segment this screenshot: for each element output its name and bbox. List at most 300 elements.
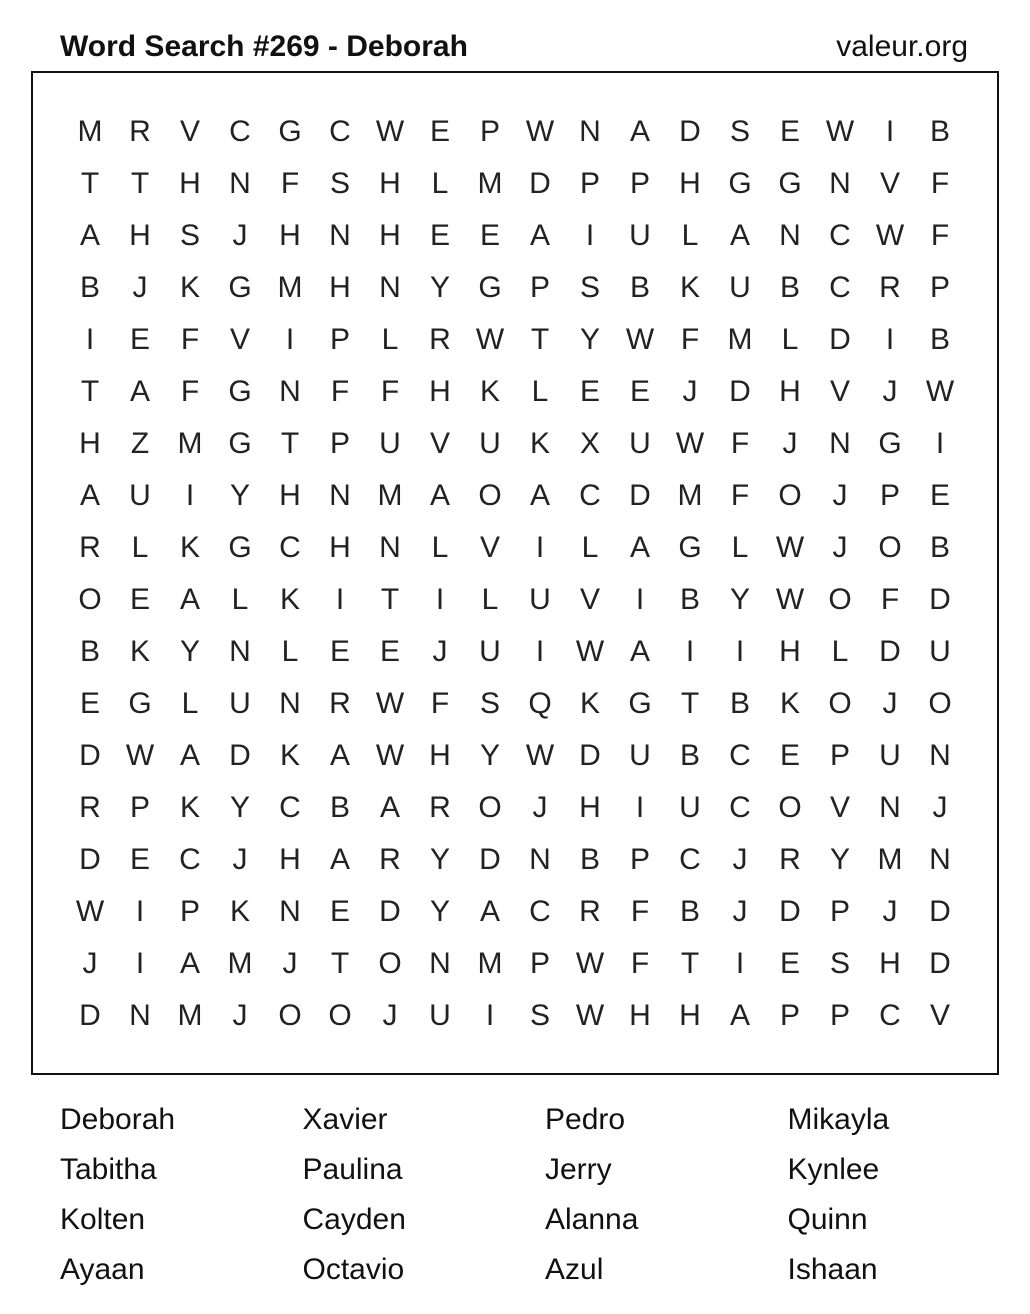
grid-letter: E: [479, 219, 500, 252]
grid-letter: O: [878, 531, 902, 564]
grid-letter: Y: [729, 583, 750, 616]
grid-letter: U: [629, 739, 651, 772]
grid-letter: G: [228, 531, 252, 564]
grid-letter: B: [679, 583, 700, 616]
grid-letter: N: [279, 895, 301, 928]
grid-letter: P: [879, 479, 900, 512]
grid-letter: C: [229, 115, 251, 148]
grid-letter: R: [379, 843, 401, 876]
grid-letter: G: [778, 167, 802, 200]
grid-letter: O: [328, 999, 352, 1032]
grid-letter: U: [929, 635, 951, 668]
grid-letter: I: [135, 895, 145, 928]
grid-letter: A: [529, 479, 550, 512]
grid-letter: T: [330, 947, 350, 980]
grid-letter: J: [882, 375, 898, 408]
grid-letter: H: [179, 167, 201, 200]
grid-letter: N: [579, 115, 601, 148]
letter-grid: [65, 106, 965, 1042]
grid-letter: O: [478, 791, 502, 824]
grid-letter: C: [329, 115, 351, 148]
grid-letter: D: [929, 947, 951, 980]
grid-letter: F: [930, 167, 950, 200]
grid-letter: E: [329, 635, 350, 668]
grid-letter: A: [479, 895, 500, 928]
grid-letter: F: [730, 427, 750, 460]
grid-letter: H: [379, 219, 401, 252]
grid-letter: H: [329, 531, 351, 564]
grid-letter: T: [80, 375, 100, 408]
grid-letter: G: [878, 427, 902, 460]
word-list-item: Azul: [545, 1253, 604, 1286]
grid-letter: U: [529, 583, 551, 616]
grid-letter: T: [80, 167, 100, 200]
grid-letter: W: [375, 739, 405, 772]
grid-letter: C: [879, 999, 901, 1032]
grid-letter: D: [529, 167, 551, 200]
grid-letter: P: [529, 271, 550, 304]
grid-letter: M: [177, 427, 203, 460]
grid-letter: J: [232, 219, 248, 252]
word-list-item: Ishaan: [787, 1253, 878, 1286]
grid-letter: E: [129, 843, 150, 876]
grid-letter: M: [877, 843, 903, 876]
grid-letter: B: [729, 687, 750, 720]
grid-letter: L: [431, 531, 449, 564]
grid-letter: I: [535, 635, 545, 668]
grid-letter: V: [479, 531, 500, 564]
grid-letter: T: [680, 947, 700, 980]
grid-letter: L: [731, 531, 749, 564]
grid-letter: P: [129, 791, 150, 824]
grid-letter: V: [429, 427, 450, 460]
grid-letter: N: [829, 167, 851, 200]
grid-letter: N: [429, 947, 451, 980]
grid-letter: A: [179, 947, 200, 980]
grid-letter: F: [180, 375, 200, 408]
grid-letter: J: [782, 427, 798, 460]
grid-letter: P: [179, 895, 200, 928]
grid-letter: H: [429, 375, 451, 408]
grid-letter: S: [329, 167, 350, 200]
grid-letter: C: [679, 843, 701, 876]
grid-letter: S: [579, 271, 600, 304]
grid-letter: N: [879, 791, 901, 824]
grid-letter: Y: [429, 843, 450, 876]
grid-letter: Y: [429, 895, 450, 928]
grid-letter: O: [478, 479, 502, 512]
grid-letter: F: [930, 219, 950, 252]
word-list-item: Kolten: [60, 1203, 146, 1236]
word-list-item: Alanna: [545, 1203, 639, 1236]
grid-letter: I: [885, 115, 895, 148]
grid-letter: N: [779, 219, 801, 252]
grid-letter: M: [677, 479, 703, 512]
grid-letter: Y: [479, 739, 500, 772]
grid-letter: O: [928, 687, 952, 720]
grid-letter: D: [79, 739, 101, 772]
grid-letter: H: [279, 843, 301, 876]
grid-letter: M: [477, 947, 503, 980]
grid-letter: W: [775, 583, 805, 616]
word-list-item: Deborah: [60, 1103, 176, 1136]
grid-letter: U: [429, 999, 451, 1032]
grid-letter: D: [679, 115, 701, 148]
grid-letter: R: [329, 687, 351, 720]
grid-letter: A: [179, 739, 200, 772]
grid-letter: H: [279, 219, 301, 252]
grid-letter: M: [277, 271, 303, 304]
grid-letter: U: [479, 635, 501, 668]
grid-letter: W: [575, 947, 605, 980]
grid-letter: P: [329, 427, 350, 460]
grid-letter: M: [477, 167, 503, 200]
site-name: valeur.org: [836, 30, 968, 63]
grid-letter: L: [431, 167, 449, 200]
grid-letter: H: [429, 739, 451, 772]
grid-letter: H: [129, 219, 151, 252]
grid-letter: R: [429, 323, 451, 356]
grid-letter: S: [529, 999, 550, 1032]
grid-letter: W: [925, 375, 955, 408]
grid-letter: D: [229, 739, 251, 772]
grid-letter: C: [579, 479, 601, 512]
grid-letter: P: [929, 271, 950, 304]
grid-letter: G: [478, 271, 502, 304]
grid-letter: I: [635, 791, 645, 824]
grid-letter: J: [232, 999, 248, 1032]
grid-letter: D: [729, 375, 751, 408]
grid-letter: B: [629, 271, 650, 304]
grid-letter: H: [79, 427, 101, 460]
grid-letter: I: [485, 999, 495, 1032]
grid-letter: E: [579, 375, 600, 408]
grid-letter: E: [129, 323, 150, 356]
grid-letter: P: [779, 999, 800, 1032]
grid-letter: L: [531, 375, 549, 408]
grid-letter: E: [79, 687, 100, 720]
grid-letter: L: [231, 583, 249, 616]
grid-letter: W: [775, 531, 805, 564]
grid-letter: H: [779, 375, 801, 408]
grid-letter: B: [329, 791, 350, 824]
grid-letter: E: [779, 947, 800, 980]
grid-letter: L: [581, 531, 599, 564]
grid-letter: S: [179, 219, 200, 252]
word-list-item: Octavio: [302, 1253, 405, 1286]
puzzle-grid-frame: [31, 71, 999, 1075]
grid-letter: D: [929, 583, 951, 616]
grid-letter: N: [379, 531, 401, 564]
grid-letter: I: [885, 323, 895, 356]
grid-letter: N: [279, 375, 301, 408]
grid-letter: C: [829, 219, 851, 252]
grid-letter: J: [832, 531, 848, 564]
grid-letter: R: [79, 531, 101, 564]
grid-letter: D: [829, 323, 851, 356]
grid-letter: K: [679, 271, 700, 304]
grid-letter: A: [729, 219, 750, 252]
grid-letter: J: [682, 375, 698, 408]
grid-letter: W: [825, 115, 855, 148]
grid-letter: H: [679, 999, 701, 1032]
grid-letter: A: [79, 479, 100, 512]
grid-letter: N: [929, 843, 951, 876]
grid-letter: B: [79, 271, 100, 304]
grid-letter: L: [681, 219, 699, 252]
grid-letter: U: [129, 479, 151, 512]
grid-letter: J: [732, 843, 748, 876]
grid-letter: J: [132, 271, 148, 304]
grid-letter: V: [829, 791, 850, 824]
grid-letter: K: [279, 583, 300, 616]
grid-letter: B: [929, 531, 950, 564]
grid-letter: J: [932, 791, 948, 824]
grid-letter: J: [282, 947, 298, 980]
grid-letter: E: [129, 583, 150, 616]
grid-letter: U: [379, 427, 401, 460]
grid-letter: O: [828, 687, 852, 720]
grid-letter: R: [429, 791, 451, 824]
grid-letter: F: [630, 895, 650, 928]
grid-letter: F: [430, 687, 450, 720]
grid-letter: U: [629, 427, 651, 460]
grid-letter: N: [929, 739, 951, 772]
grid-letter: G: [728, 167, 752, 200]
grid-letter: J: [882, 895, 898, 928]
grid-letter: R: [879, 271, 901, 304]
grid-letter: S: [479, 687, 500, 720]
grid-letter: N: [529, 843, 551, 876]
word-list-item: Cayden: [302, 1203, 406, 1236]
grid-letter: U: [229, 687, 251, 720]
grid-letter: M: [177, 999, 203, 1032]
grid-letter: L: [281, 635, 299, 668]
grid-letter: R: [779, 843, 801, 876]
grid-letter: F: [630, 947, 650, 980]
grid-letter: L: [481, 583, 499, 616]
grid-letter: L: [381, 323, 399, 356]
grid-letter: V: [829, 375, 850, 408]
word-list-item: Pedro: [545, 1103, 626, 1136]
grid-letter: K: [529, 427, 550, 460]
grid-letter: I: [635, 583, 645, 616]
word-list-item: Xavier: [302, 1103, 388, 1136]
grid-letter: Y: [579, 323, 600, 356]
grid-letter: K: [579, 687, 600, 720]
grid-letter: I: [685, 635, 695, 668]
grid-letter: T: [680, 687, 700, 720]
grid-letter: L: [181, 687, 199, 720]
grid-letter: F: [280, 167, 300, 200]
grid-letter: J: [882, 687, 898, 720]
grid-letter: G: [228, 375, 252, 408]
grid-letter: R: [579, 895, 601, 928]
word-list-item: Mikayla: [787, 1103, 890, 1136]
grid-letter: B: [929, 115, 950, 148]
grid-letter: L: [781, 323, 799, 356]
grid-letter: K: [229, 895, 250, 928]
grid-letter: Y: [429, 271, 450, 304]
grid-letter: W: [575, 635, 605, 668]
grid-letter: N: [229, 167, 251, 200]
grid-letter: K: [779, 687, 800, 720]
grid-letter: I: [185, 479, 195, 512]
grid-letter: C: [729, 739, 751, 772]
grid-letter: A: [79, 219, 100, 252]
grid-letter: O: [828, 583, 852, 616]
grid-letter: P: [829, 739, 850, 772]
grid-letter: N: [229, 635, 251, 668]
grid-letter: I: [135, 947, 145, 980]
grid-letter: P: [579, 167, 600, 200]
grid-letter: J: [82, 947, 98, 980]
grid-letter: A: [329, 739, 350, 772]
grid-letter: E: [929, 479, 950, 512]
grid-letter: K: [279, 739, 300, 772]
grid-letter: C: [529, 895, 551, 928]
grid-letter: W: [875, 219, 905, 252]
grid-letter: Z: [130, 427, 150, 460]
grid-letter: W: [575, 999, 605, 1032]
grid-letter: T: [530, 323, 550, 356]
grid-letter: W: [375, 115, 405, 148]
word-list-item: Quinn: [787, 1203, 868, 1236]
grid-letter: I: [85, 323, 95, 356]
grid-letter: G: [228, 271, 252, 304]
grid-letter: A: [629, 635, 650, 668]
grid-letter: W: [675, 427, 705, 460]
grid-letter: B: [679, 739, 700, 772]
grid-letter: V: [179, 115, 200, 148]
grid-letter: J: [432, 635, 448, 668]
grid-letter: O: [278, 999, 302, 1032]
grid-letter: D: [79, 843, 101, 876]
grid-letter: I: [585, 219, 595, 252]
grid-letter: P: [329, 323, 350, 356]
grid-letter: E: [629, 375, 650, 408]
grid-letter: V: [879, 167, 900, 200]
grid-letter: K: [179, 271, 200, 304]
grid-letter: C: [729, 791, 751, 824]
grid-letter: P: [829, 999, 850, 1032]
grid-letter: Y: [229, 791, 250, 824]
grid-letter: U: [879, 739, 901, 772]
grid-letter: H: [379, 167, 401, 200]
grid-letter: L: [131, 531, 149, 564]
grid-letter: S: [829, 947, 850, 980]
grid-letter: E: [429, 219, 450, 252]
grid-letter: C: [279, 791, 301, 824]
grid-letter: U: [729, 271, 751, 304]
grid-letter: E: [779, 115, 800, 148]
grid-letter: T: [280, 427, 300, 460]
grid-letter: A: [629, 115, 650, 148]
grid-letter: D: [779, 895, 801, 928]
grid-letter: U: [679, 791, 701, 824]
grid-letter: W: [75, 895, 105, 928]
grid-letter: P: [529, 947, 550, 980]
grid-letter: A: [329, 843, 350, 876]
grid-letter: A: [629, 531, 650, 564]
grid-letter: N: [379, 271, 401, 304]
grid-letter: J: [732, 895, 748, 928]
grid-letter: O: [778, 791, 802, 824]
grid-letter: N: [329, 219, 351, 252]
grid-letter: G: [278, 115, 302, 148]
grid-letter: D: [929, 895, 951, 928]
word-list-item: Jerry: [545, 1153, 612, 1186]
grid-letter: Y: [229, 479, 250, 512]
grid-letter: P: [829, 895, 850, 928]
word-list-item: Ayaan: [60, 1253, 145, 1286]
grid-letter: V: [929, 999, 950, 1032]
grid-letter: Y: [829, 843, 850, 876]
grid-letter: A: [429, 479, 450, 512]
grid-letter: Q: [528, 687, 552, 720]
grid-letter: M: [77, 115, 103, 148]
grid-letter: I: [435, 583, 445, 616]
grid-letter: I: [735, 635, 745, 668]
grid-letter: E: [329, 895, 350, 928]
grid-letter: A: [729, 999, 750, 1032]
grid-letter: B: [579, 843, 600, 876]
grid-letter: W: [125, 739, 155, 772]
word-list-item: Paulina: [302, 1153, 403, 1186]
grid-letter: C: [829, 271, 851, 304]
grid-letter: U: [629, 219, 651, 252]
grid-letter: I: [535, 531, 545, 564]
grid-letter: M: [727, 323, 753, 356]
grid-letter: R: [129, 115, 151, 148]
grid-letter: A: [379, 791, 400, 824]
grid-letter: P: [629, 167, 650, 200]
grid-letter: C: [179, 843, 201, 876]
grid-letter: A: [529, 219, 550, 252]
grid-letter: F: [730, 479, 750, 512]
grid-letter: D: [379, 895, 401, 928]
grid-letter: J: [532, 791, 548, 824]
grid-letter: D: [879, 635, 901, 668]
grid-letter: H: [579, 791, 601, 824]
grid-letter: K: [179, 531, 200, 564]
grid-letter: G: [128, 687, 152, 720]
word-list: [60, 1095, 1020, 1295]
grid-letter: P: [629, 843, 650, 876]
grid-letter: W: [525, 739, 555, 772]
grid-letter: W: [625, 323, 655, 356]
grid-letter: I: [285, 323, 295, 356]
grid-letter: E: [379, 635, 400, 668]
grid-letter: B: [79, 635, 100, 668]
grid-letter: G: [228, 427, 252, 460]
grid-letter: G: [678, 531, 702, 564]
grid-letter: N: [829, 427, 851, 460]
grid-letter: K: [479, 375, 500, 408]
grid-letter: D: [629, 479, 651, 512]
grid-letter: Y: [179, 635, 200, 668]
word-list-item: Kynlee: [787, 1153, 880, 1186]
grid-letter: K: [179, 791, 200, 824]
grid-letter: J: [382, 999, 398, 1032]
grid-letter: F: [680, 323, 700, 356]
grid-letter: B: [779, 271, 800, 304]
grid-letter: A: [179, 583, 200, 616]
grid-letter: I: [735, 947, 745, 980]
grid-letter: R: [79, 791, 101, 824]
grid-letter: I: [935, 427, 945, 460]
grid-letter: N: [279, 687, 301, 720]
